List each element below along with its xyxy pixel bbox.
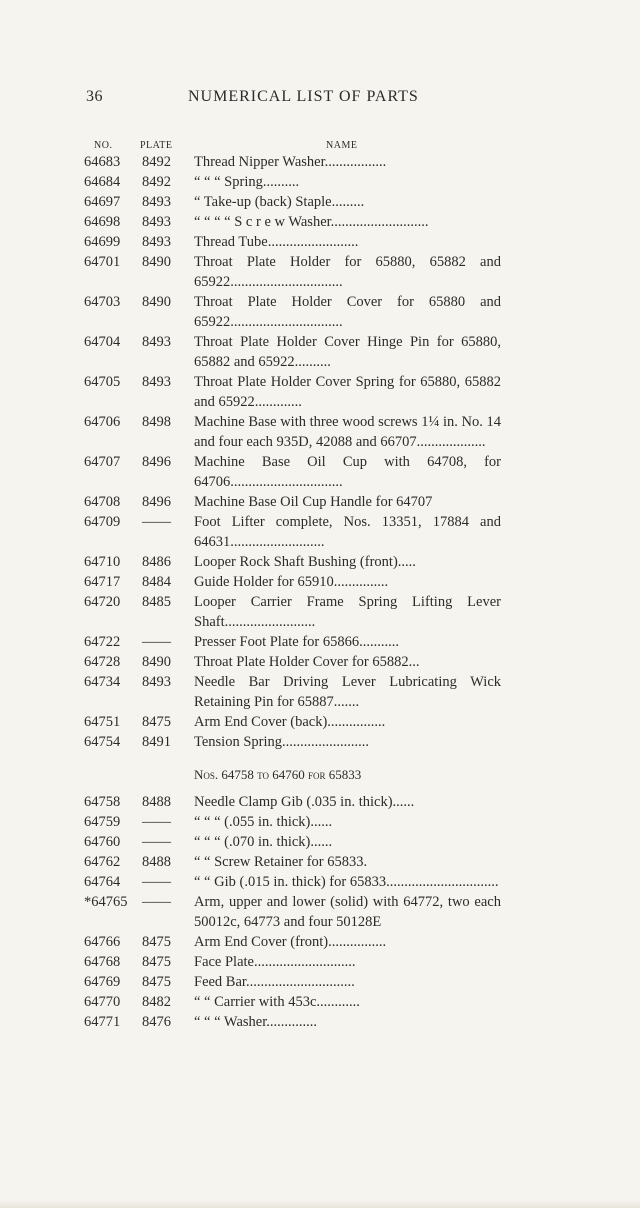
part-name: “ “ Screw Retainer for 65833. xyxy=(194,854,368,870)
part-name: Needle Clamp Gib (.035 in. thick)...... xyxy=(194,794,415,810)
table-row xyxy=(0,832,640,852)
part-number: 64705 xyxy=(84,374,121,390)
table-row xyxy=(0,212,640,232)
part-name: Presser Foot Plate for 65866........... xyxy=(194,634,399,650)
part-number: 64754 xyxy=(84,734,121,750)
part-name: “ “ “ (.055 in. thick)...... xyxy=(194,814,333,830)
part-name: “ “ “ “ S c r e w Washer........................... xyxy=(194,214,429,230)
part-number: 64708 xyxy=(84,494,121,510)
plate-number: 8482 xyxy=(142,994,171,1010)
part-name: “ “ “ (.070 in. thick)...... xyxy=(194,834,333,850)
plate-number: 8475 xyxy=(142,974,171,990)
part-number: 64771 xyxy=(84,1014,121,1030)
part-name: Throat Plate Holder Cover Spring for 65880, 65882 and 65922............. xyxy=(194,374,501,410)
part-number: 64710 xyxy=(84,554,121,570)
part-name: Tension Spring........................ xyxy=(194,734,369,750)
part-name: Throat Plate Holder Cover for 65882... xyxy=(194,654,420,670)
table-row xyxy=(0,672,640,712)
table-row xyxy=(0,552,640,572)
plate-number: 8496 xyxy=(142,454,171,470)
table-row xyxy=(0,592,640,632)
plate-number: 8493 xyxy=(142,374,171,390)
plate-number: 8493 xyxy=(142,234,171,250)
table-row xyxy=(0,412,640,452)
part-number: 64734 xyxy=(84,674,121,690)
plate-number: 8493 xyxy=(142,214,171,230)
plate-number: 8498 xyxy=(142,414,171,430)
part-name: Arm End Cover (front)................ xyxy=(194,934,387,950)
plate-number: 8475 xyxy=(142,954,171,970)
table-row xyxy=(0,292,640,332)
table-row xyxy=(0,452,640,492)
part-number: 64758 xyxy=(84,794,121,810)
part-number: 64762 xyxy=(84,854,121,870)
section-subheading xyxy=(0,752,640,792)
parts-list xyxy=(0,152,640,1032)
table-row xyxy=(0,152,640,172)
parts-group-b xyxy=(0,792,640,1032)
plate-number: —— xyxy=(142,814,171,830)
part-name: Foot Lifter complete, Nos. 13351, 17884 and 64631.......................... xyxy=(194,514,501,550)
page-bottom-edge xyxy=(0,1200,640,1208)
table-row xyxy=(0,492,640,512)
table-row xyxy=(0,892,640,932)
part-number: 64751 xyxy=(84,714,121,730)
part-name: Arm, upper and lower (solid) with 64772, two each 50012c, 64773 and four 50128E xyxy=(194,894,501,930)
part-number: 64728 xyxy=(84,654,121,670)
plate-number: 8488 xyxy=(142,794,171,810)
part-number: 64703 xyxy=(84,294,121,310)
part-name: Thread Tube......................... xyxy=(194,234,359,250)
plate-number: 8476 xyxy=(142,1014,171,1030)
plate-number: 8492 xyxy=(142,174,171,190)
part-name: Looper Carrier Frame Spring Lifting Lever Shaft......................... xyxy=(194,594,501,630)
part-name: Machine Base Oil Cup with 64708, for 64706............................... xyxy=(194,454,501,490)
part-number: 64759 xyxy=(84,814,121,830)
part-number: 64683 xyxy=(84,154,121,170)
part-name: “ “ Gib (.015 in. thick) for 65833............................... xyxy=(194,874,499,890)
part-number: *64765 xyxy=(84,894,128,910)
table-row xyxy=(0,812,640,832)
plate-number: 8475 xyxy=(142,714,171,730)
part-name: Face Plate............................ xyxy=(194,954,356,970)
table-row xyxy=(0,172,640,192)
plate-number: —— xyxy=(142,514,171,530)
plate-number: 8493 xyxy=(142,194,171,210)
page-header xyxy=(0,88,640,112)
part-name: Looper Rock Shaft Bushing (front)..... xyxy=(194,554,416,570)
part-number: 64766 xyxy=(84,934,121,950)
part-number: 64707 xyxy=(84,454,121,470)
table-row xyxy=(0,632,640,652)
table-row xyxy=(0,192,640,212)
part-name: Guide Holder for 65910............... xyxy=(194,574,389,590)
part-name: Needle Bar Driving Lever Lubricating Wick Retaining Pin for 65887....... xyxy=(194,674,501,710)
table-row xyxy=(0,792,640,812)
part-name: “ “ “ Washer.............. xyxy=(194,1014,317,1030)
plate-number: —— xyxy=(142,634,171,650)
table-row xyxy=(0,232,640,252)
plate-number: 8496 xyxy=(142,494,171,510)
table-row xyxy=(0,872,640,892)
column-header-no: NO. xyxy=(94,140,113,151)
part-number: 64770 xyxy=(84,994,121,1010)
table-row xyxy=(0,572,640,592)
part-number: 64706 xyxy=(84,414,121,430)
table-row xyxy=(0,972,640,992)
part-number: 64768 xyxy=(84,954,121,970)
plate-number: 8486 xyxy=(142,554,171,570)
subheading-text: Nos. 64758 to 64760 for 65833 xyxy=(194,767,362,782)
part-name: Throat Plate Holder for 65880, 65882 and 65922............................... xyxy=(194,254,501,290)
page-title: NUMERICAL LIST OF PARTS xyxy=(188,88,419,105)
plate-number: 8488 xyxy=(142,854,171,870)
plate-number: 8490 xyxy=(142,254,171,270)
part-name: Feed Bar.............................. xyxy=(194,974,355,990)
plate-number: 8491 xyxy=(142,734,171,750)
table-row xyxy=(0,512,640,552)
part-name: Thread Nipper Washer................. xyxy=(194,154,387,170)
part-name: Arm End Cover (back)................ xyxy=(194,714,386,730)
table-row xyxy=(0,992,640,1012)
part-number: 64769 xyxy=(84,974,121,990)
plate-number: 8485 xyxy=(142,594,171,610)
plate-number: —— xyxy=(142,834,171,850)
part-number: 64764 xyxy=(84,874,121,890)
column-header-plate: PLATE xyxy=(140,140,173,151)
part-number: 64722 xyxy=(84,634,121,650)
part-number: 64704 xyxy=(84,334,121,350)
part-number: 64760 xyxy=(84,834,121,850)
part-number: 64717 xyxy=(84,574,121,590)
table-row xyxy=(0,652,640,672)
part-number: 64697 xyxy=(84,194,121,210)
part-name: Machine Base with three wood screws 1¼ in. No. 14 and four each 935D, 42088 and 66707................... xyxy=(194,414,501,450)
part-number: 64699 xyxy=(84,234,121,250)
table-row xyxy=(0,332,640,372)
part-name: Machine Base Oil Cup Handle for 64707 xyxy=(194,494,433,510)
part-number: 64698 xyxy=(84,214,121,230)
part-name: “ “ Carrier with 453c............ xyxy=(194,994,360,1010)
plate-number: 8493 xyxy=(142,674,171,690)
part-name: “ “ “ Spring.......... xyxy=(194,174,300,190)
plate-number: —— xyxy=(142,894,171,910)
part-name: Throat Plate Holder Cover Hinge Pin for 65880, 65882 and 65922.......... xyxy=(194,334,501,370)
part-number: 64709 xyxy=(84,514,121,530)
table-row xyxy=(0,952,640,972)
part-number: 64701 xyxy=(84,254,121,270)
table-row xyxy=(0,712,640,732)
table-row xyxy=(0,252,640,292)
table-row xyxy=(0,852,640,872)
part-number: 64720 xyxy=(84,594,121,610)
plate-number: 8490 xyxy=(142,654,171,670)
plate-number: —— xyxy=(142,874,171,890)
table-row xyxy=(0,372,640,412)
table-row xyxy=(0,732,640,752)
plate-number: 8493 xyxy=(142,334,171,350)
table-row xyxy=(0,1012,640,1032)
plate-number: 8492 xyxy=(142,154,171,170)
plate-number: 8490 xyxy=(142,294,171,310)
part-name: Throat Plate Holder Cover for 65880 and 65922............................... xyxy=(194,294,501,330)
parts-group-a xyxy=(0,152,640,752)
page-number: 36 xyxy=(86,88,103,105)
part-number: 64684 xyxy=(84,174,121,190)
table-row xyxy=(0,932,640,952)
plate-number: 8484 xyxy=(142,574,171,590)
plate-number: 8475 xyxy=(142,934,171,950)
part-name: “ Take-up (back) Staple......... xyxy=(194,194,365,210)
column-header-name: NAME xyxy=(326,140,358,151)
